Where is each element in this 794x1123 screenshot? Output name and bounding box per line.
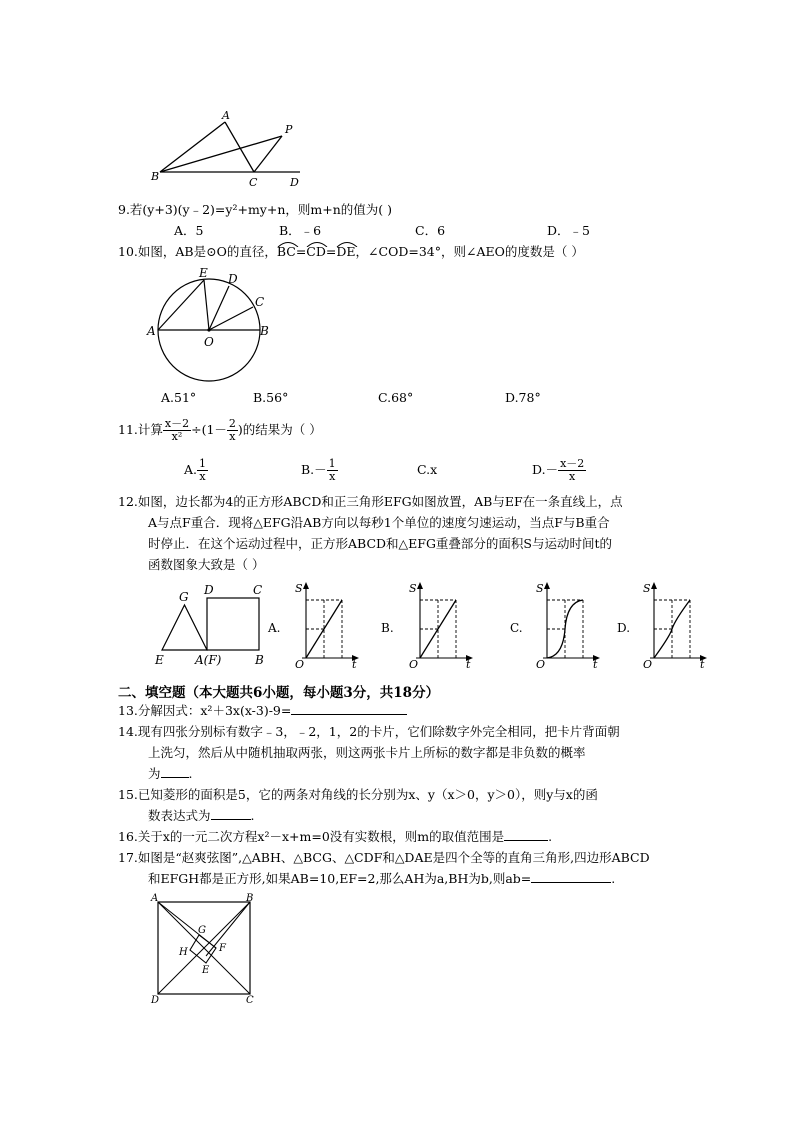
- q8-label-a: A: [222, 109, 230, 122]
- q11-option-b-label: B.－: [301, 462, 327, 477]
- q12-label-d: D: [204, 583, 214, 597]
- q9-option-a: A．5: [174, 223, 204, 238]
- q8-label-b: B: [151, 170, 160, 183]
- q11-option-b-frac: [327, 458, 338, 483]
- q14-line-1: 14.现有四张分别标有数字﹣3，﹣2，1，2的卡片，它们除数字外完全相同，把卡片背面朝: [118, 724, 620, 739]
- q11-option-b-den: x: [329, 470, 336, 483]
- q11-option-d-num: x－2: [560, 457, 585, 470]
- q10-arc-de-label: DE: [336, 244, 356, 259]
- q17-label-b: B: [246, 893, 254, 904]
- q15-line-1: 15.已知菱形的面积是5，它的两条对角线的长分别为x、y（x＞0，y＞0），则y与x的函: [118, 787, 598, 802]
- q11-option-a-frac: [197, 458, 208, 483]
- q12-graph-b-o: O: [409, 658, 419, 671]
- q11-mid: ÷(1－: [191, 422, 227, 437]
- q10-arc-de: [336, 243, 355, 261]
- q15-line-2-text: 数表达式为: [148, 808, 211, 823]
- q16: [118, 828, 552, 846]
- q11-option-a: [184, 455, 208, 485]
- q12-line-1: 12.如图，边长都为4的正方形ABCD和正三角形EFG如图放置，AB与EF在一条直线上，点: [118, 494, 623, 509]
- q12-graph-b-label: B.: [381, 621, 394, 635]
- section-2-title: 二、填空题（本大题共6小题，每小题3分，共18分）: [118, 685, 440, 701]
- q14-line-2: 上洗匀，然后从中随机抽取两张，则这两张卡片上所标的数字都是非负数的概率: [148, 745, 586, 760]
- q12-graph-a-s: S: [295, 582, 303, 595]
- q8-label-c: C: [249, 176, 258, 189]
- q15-answer-blank[interactable]: [211, 807, 251, 820]
- q17-end: .: [611, 871, 616, 886]
- q11-pre: 11.计算: [118, 422, 163, 437]
- q17-zhaoshuang-figure: [148, 890, 268, 1010]
- q10-circle-figure: [145, 264, 275, 386]
- q12-graph-a: [295, 582, 359, 671]
- q12-graph-b: [409, 582, 473, 671]
- q12-label-af: A(F): [195, 653, 222, 667]
- q12-line-4: 函数图象大致是（ ）: [148, 557, 265, 572]
- q16-answer-blank[interactable]: [504, 828, 548, 841]
- q11-stem: [118, 415, 322, 445]
- q16-text: 16.关于x的一元二次方程x²－x+m=0没有实数根，则m的取值范围是: [118, 829, 505, 844]
- q10-label-b: B: [260, 324, 269, 338]
- q10-label-a: A: [147, 324, 156, 338]
- q12-figure: [150, 580, 715, 672]
- q14-line-3-text: 为: [148, 766, 161, 781]
- q9-stem: 9.若(y+3)(y﹣2)=y²+my+n，则m+n的值为( ): [118, 202, 392, 217]
- q12-graph-d: [643, 582, 707, 671]
- q17-label-c: C: [246, 995, 254, 1006]
- q17-line-2-text: 和EFGH都是正方形,如果AB=10,EF=2,那么AH为a,BH为b,则ab=: [148, 871, 532, 886]
- q14-answer-blank[interactable]: [161, 765, 189, 778]
- q12-line-3: 时停止．在这个运动过程中，正方形ABCD和△EFG重叠部分的面积S与运动时间t的: [148, 536, 613, 551]
- q10-option-b: B.56°: [253, 390, 289, 405]
- q11-option-c: C.x: [417, 462, 438, 477]
- q12-graph-c-o: O: [536, 658, 546, 671]
- q15-line-2: [148, 807, 255, 825]
- q10-label-d: D: [228, 272, 238, 286]
- q12-graph-c-label: C.: [510, 621, 523, 635]
- q17-label-e: E: [202, 965, 210, 976]
- q11-option-a-label: A.: [184, 462, 198, 477]
- q11-option-a-den: x: [199, 470, 206, 483]
- q10-eq1: =: [295, 244, 307, 259]
- q10-option-c: C.68°: [378, 390, 414, 405]
- q10-arc-cd: [306, 243, 326, 261]
- q11-frac-1-num: x－2: [164, 417, 190, 430]
- q11-frac-2: [227, 418, 238, 443]
- q12-graph-c: [536, 582, 600, 671]
- q10-arc-bc: [277, 243, 296, 261]
- q11-option-b: [301, 455, 338, 485]
- q16-end: .: [548, 829, 553, 844]
- q9-option-d: D．﹣5: [547, 223, 590, 238]
- q17-label-f: F: [219, 943, 226, 954]
- q9-option-c: C．6: [415, 223, 446, 238]
- q11-frac-2-num: 2: [228, 417, 236, 430]
- q13: [118, 702, 407, 720]
- q13-text: 13.分解因式：x²＋3x(x-3)-9=: [118, 703, 292, 718]
- q10-arc-cd-label: CD: [306, 244, 326, 259]
- q12-graph-d-o: O: [643, 658, 653, 671]
- q17-label-d: D: [151, 995, 160, 1006]
- q11-option-b-num: 1: [328, 457, 336, 470]
- q17-answer-blank[interactable]: [531, 870, 611, 883]
- q12-graph-b-s: S: [409, 582, 417, 595]
- q10-label-o: O: [204, 335, 214, 349]
- q12-label-e: E: [155, 653, 164, 667]
- q10-stem-pre: 10.如图，AB是⊙O的直径，: [118, 244, 277, 259]
- q8-figure: [150, 108, 310, 190]
- q12-graph-a-t: t: [352, 658, 357, 671]
- q11-option-d-frac: [558, 458, 586, 483]
- q12-graph-d-t: t: [700, 658, 705, 671]
- q10-option-a: A.51°: [161, 390, 197, 405]
- q12-label-g: G: [179, 590, 189, 604]
- q17-label-a: A: [151, 893, 159, 904]
- q14-end: .: [188, 766, 193, 781]
- q11-frac-2-den: x: [229, 430, 236, 443]
- q11-option-d: [532, 455, 586, 485]
- q12-graph-d-s: S: [643, 582, 651, 595]
- q11-option-d-den: x: [569, 470, 576, 483]
- q8-label-p: P: [285, 123, 293, 136]
- q12-label-c: C: [253, 583, 263, 597]
- q10-eq2: =: [325, 244, 337, 259]
- q10-stem: [118, 243, 584, 261]
- q10-label-e: E: [199, 266, 208, 280]
- q10-option-d: D.78°: [505, 390, 541, 405]
- q11-option-d-label: D.－: [532, 462, 559, 477]
- q11-frac-1-den: x²: [171, 430, 183, 443]
- q15-end: .: [250, 808, 255, 823]
- q17-line-2: [148, 870, 615, 888]
- q10-label-c: C: [255, 295, 265, 309]
- q12-label-b: B: [255, 653, 264, 667]
- q11-post: )的结果为（ ）: [237, 422, 322, 437]
- q12-graph-a-o: O: [295, 658, 305, 671]
- q11-option-a-num: 1: [199, 457, 207, 470]
- q12-graph-c-t: t: [593, 658, 598, 671]
- q12-graph-b-t: t: [466, 658, 471, 671]
- q17-label-h: H: [179, 947, 188, 958]
- q8-label-d: D: [290, 176, 299, 189]
- q13-answer-blank[interactable]: [291, 702, 407, 715]
- q12-line-2: A与点F重合．现将△EFG沿AB方向以每秒1个单位的速度匀速运动，当点F与B重合: [148, 515, 610, 530]
- q17-line-1: 17.如图是“赵爽弦图”,△ABH、△BCG、△CDF和△DAE是四个全等的直角三角形,四边形ABCD: [118, 850, 650, 865]
- q17-label-g: G: [198, 925, 206, 936]
- q12-graph-a-label: A.: [268, 621, 281, 635]
- q10-arc-bc-label: BC: [276, 244, 296, 259]
- q10-stem-post: ，∠COD=34°，则∠AEO的度数是（ ）: [355, 244, 584, 259]
- q14-line-3: [148, 765, 193, 783]
- q12-graph-d-label: D.: [617, 621, 631, 635]
- q12-graph-c-s: S: [536, 582, 544, 595]
- q9-option-b: B．﹣6: [279, 223, 322, 238]
- q11-frac-1: [163, 418, 191, 443]
